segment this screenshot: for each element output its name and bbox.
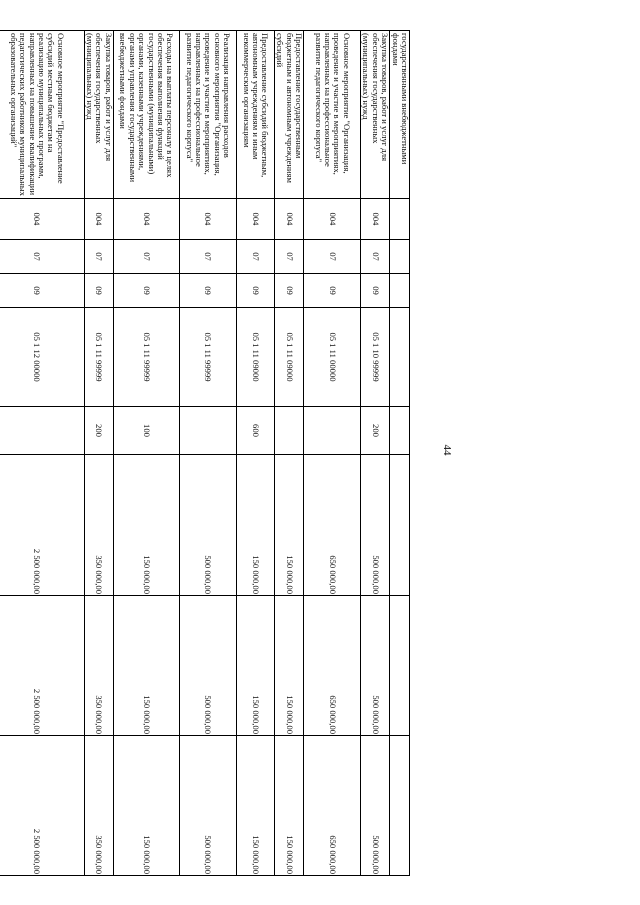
table-row	[236, 31, 274, 876]
table-wrapper	[8, 30, 410, 875]
row-name: Закупка товаров, работ и услуг для обеспечения государственных (муниципальных) нужд	[360, 31, 389, 199]
row-name: Предоставление субсидий бюджетным, автономным учреждениям и иным некоммерческим организациям	[236, 31, 274, 199]
section-code: 07	[179, 240, 236, 274]
grbs-code: 004	[84, 199, 113, 240]
amount-year-3: 150 000,00	[274, 736, 303, 876]
grbs-code: 004	[179, 199, 236, 240]
target-article-code: 05 1 11 99999	[113, 308, 179, 407]
amount-year-3: 150 000,00	[236, 736, 274, 876]
table-row	[0, 31, 84, 876]
grbs-code	[390, 199, 410, 240]
table-body	[0, 31, 410, 876]
amount-year-3: 150 000,00	[113, 736, 179, 876]
table-row	[303, 31, 360, 876]
expense-type-code	[390, 407, 410, 455]
grbs-code: 004	[0, 199, 84, 240]
amount-year-3: 500 000,00	[179, 736, 236, 876]
amount-year-1: 150 000,00	[113, 455, 179, 596]
amount-year-2: 350 000,00	[84, 596, 113, 736]
table-row	[274, 31, 303, 876]
row-name: Закупка товаров, работ и услуг для обеспечения государственных (муниципальных) нужд	[84, 31, 113, 199]
grbs-code: 004	[274, 199, 303, 240]
amount-year-3: 2 500 000,00	[0, 736, 84, 876]
amount-year-2: 150 000,00	[236, 596, 274, 736]
subsection-code: 09	[360, 274, 389, 308]
amount-year-2	[390, 596, 410, 736]
section-code	[390, 240, 410, 274]
table-row	[84, 31, 113, 876]
amount-year-2: 150 000,00	[274, 596, 303, 736]
row-name: Реализация направления расходов основного мероприятия "Организация, проведение и участие в мероприятиях, направленных на профессиональное развитие педагогического корпуса"	[179, 31, 236, 199]
grbs-code: 004	[113, 199, 179, 240]
section-code: 07	[84, 240, 113, 274]
amount-year-2: 150 000,00	[113, 596, 179, 736]
target-article-code	[390, 308, 410, 407]
amount-year-2: 500 000,00	[179, 596, 236, 736]
table-row	[390, 31, 410, 876]
expense-type-code: 600	[236, 407, 274, 455]
section-code: 07	[303, 240, 360, 274]
target-article-code: 05 1 11 99999	[179, 308, 236, 407]
target-article-code: 05 1 11 09000	[274, 308, 303, 407]
grbs-code: 004	[360, 199, 389, 240]
table-row	[113, 31, 179, 876]
amount-year-3: 500 000,00	[360, 736, 389, 876]
amount-year-1: 150 000,00	[274, 455, 303, 596]
subsection-code: 09	[84, 274, 113, 308]
table-row	[179, 31, 236, 876]
subsection-code: 09	[236, 274, 274, 308]
subsection-code: 09	[179, 274, 236, 308]
amount-year-1: 2 500 000,00	[0, 455, 84, 596]
target-article-code: 05 1 11 99999	[84, 308, 113, 407]
amount-year-2: 500 000,00	[360, 596, 389, 736]
expense-type-code	[179, 407, 236, 455]
target-article-code: 05 1 11 09000	[236, 308, 274, 407]
expense-type-code	[0, 407, 84, 455]
amount-year-3	[390, 736, 410, 876]
expense-type-code: 100	[113, 407, 179, 455]
amount-year-1: 500 000,00	[360, 455, 389, 596]
rotated-table-area	[8, 30, 410, 875]
subsection-code: 09	[113, 274, 179, 308]
expense-type-code	[274, 407, 303, 455]
target-article-code: 05 1 12 00000	[0, 308, 84, 407]
row-name: Предоставление государственным бюджетным и автономным учреждениям субсидий	[274, 31, 303, 199]
target-article-code: 05 1 10 99999	[360, 308, 389, 407]
expense-type-code: 200	[84, 407, 113, 455]
section-code: 07	[360, 240, 389, 274]
amount-year-1: 500 000,00	[179, 455, 236, 596]
row-name: Расходы на выплаты персоналу в целях обеспечения выполнения функций государственными (муниципальными) органами, казенными учреждениями, органами управления государственными внебюджетными фондами	[113, 31, 179, 199]
grbs-code: 004	[236, 199, 274, 240]
amount-year-1: 350 000,00	[84, 455, 113, 596]
amount-year-2: 2 500 000,00	[0, 596, 84, 736]
row-name: Основное мероприятие "Предоставление субсидий местным бюджетам на реализацию муниципальных программ, направленных на повышение квалификации педагогических работников муниципальных образовательных организаций"	[0, 31, 84, 199]
target-article-code: 05 1 11 00000	[303, 308, 360, 407]
amount-year-2: 650 000,00	[303, 596, 360, 736]
amount-year-3: 650 000,00	[303, 736, 360, 876]
section-code: 07	[0, 240, 84, 274]
section-code: 07	[113, 240, 179, 274]
subsection-code: 09	[303, 274, 360, 308]
grbs-code: 004	[303, 199, 360, 240]
subsection-code: 09	[0, 274, 84, 308]
section-code: 07	[236, 240, 274, 274]
row-name: государственными внебюджетными фондами	[390, 31, 410, 199]
amount-year-1: 650 000,00	[303, 455, 360, 596]
expense-type-code: 200	[360, 407, 389, 455]
table-row	[360, 31, 389, 876]
budget-table	[0, 30, 410, 876]
subsection-code	[390, 274, 410, 308]
page-number: 44	[441, 444, 453, 456]
subsection-code: 09	[274, 274, 303, 308]
row-name: Основное мероприятие "Организация, проведение и участие в мероприятиях, направленных на профессиональное развитие педагогического корпуса"	[303, 31, 360, 199]
amount-year-1: 150 000,00	[236, 455, 274, 596]
expense-type-code	[303, 407, 360, 455]
amount-year-3: 350 000,00	[84, 736, 113, 876]
amount-year-1	[390, 455, 410, 596]
section-code: 07	[274, 240, 303, 274]
